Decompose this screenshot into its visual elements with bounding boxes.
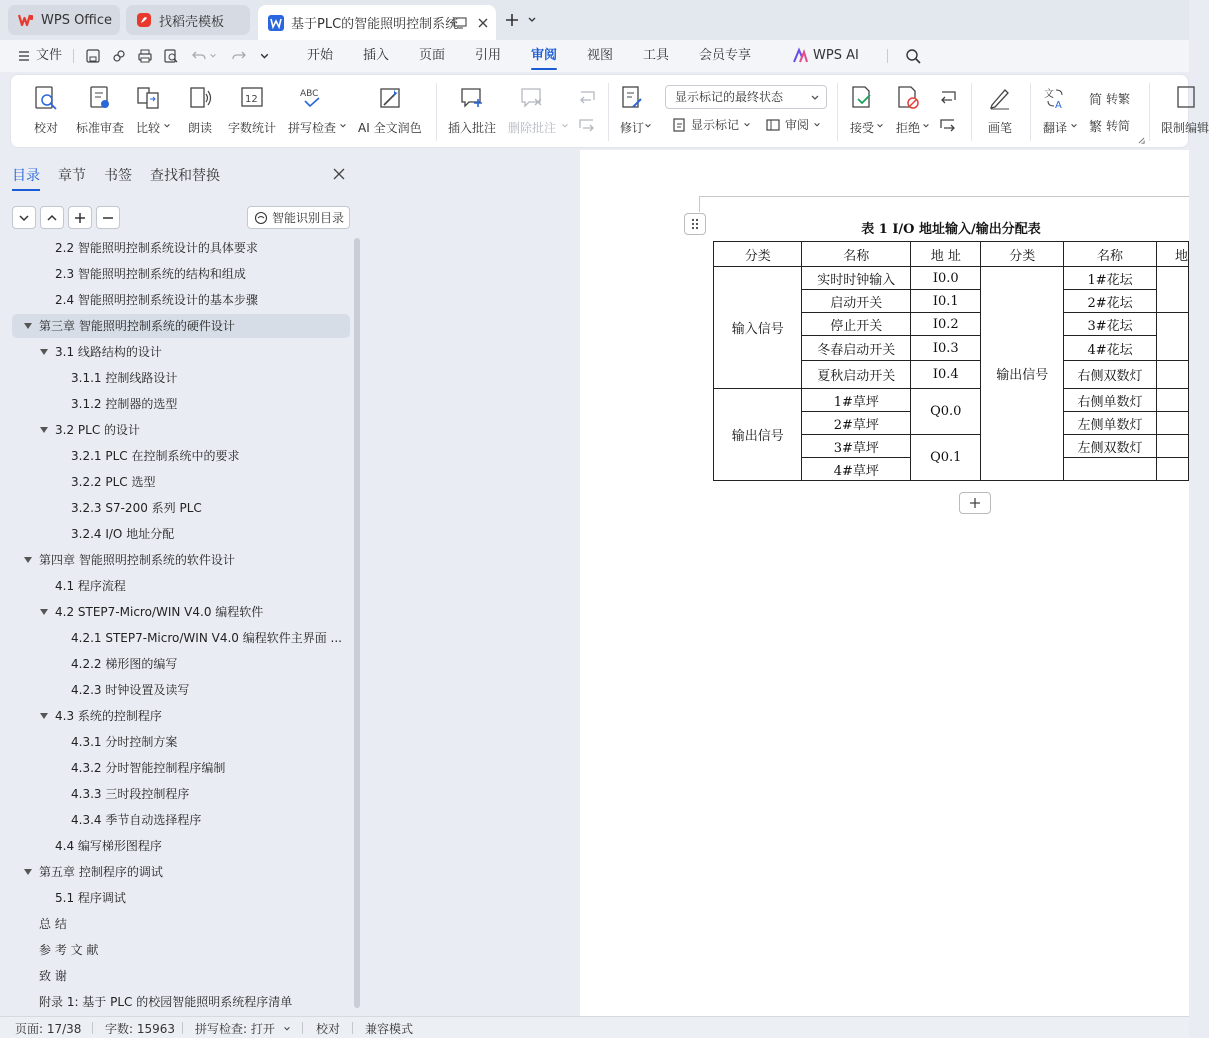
navigation-pane: [0, 150, 362, 1016]
menu-divider: [887, 49, 888, 63]
header-address: 地: [1156, 242, 1188, 267]
standard-review-icon: [87, 85, 113, 111]
menu-insert[interactable]: 插入: [363, 48, 390, 63]
expand-arrow-icon[interactable]: [40, 609, 48, 615]
svg-text:A: A: [1055, 100, 1062, 111]
status-bar: [0, 1016, 1189, 1038]
chevron-down-icon: [743, 121, 751, 129]
toc-item-label: 参 考 文 献: [39, 943, 99, 957]
table-cell: 3#草坪: [802, 435, 911, 458]
ribbon-label: 转繁: [1106, 92, 1131, 106]
toc-item-label: 2.4 智能照明控制系统设计的基本步骤: [55, 293, 258, 307]
close-pane-icon[interactable]: [333, 168, 345, 180]
traditional-icon: 简: [1089, 93, 1103, 108]
expand-group-icon[interactable]: [1138, 137, 1145, 144]
drag-handle-icon: [690, 218, 700, 230]
tab-sections[interactable]: 章节: [58, 168, 86, 184]
compare-icon: [135, 85, 161, 111]
table-cell: I0.1: [911, 290, 981, 313]
translate-button[interactable]: [1042, 81, 1068, 143]
markup-state-value: 显示标记的最终状态: [675, 90, 784, 104]
toc-item[interactable]: [12, 314, 350, 338]
read-aloud-icon: [187, 85, 213, 111]
table-move-handle[interactable]: [684, 213, 706, 235]
pen-button[interactable]: [987, 81, 1013, 143]
chevron-down-icon: [813, 121, 821, 129]
toc-item-label: 4.3.2 分时智能控制程序编制: [71, 761, 226, 775]
chevron-down-icon[interactable]: [339, 122, 347, 130]
docer-icon: [136, 12, 152, 28]
compat-mode: 兼容模式: [365, 1022, 414, 1036]
expand-arrow-icon[interactable]: [40, 349, 48, 355]
smart-toc-button[interactable]: [247, 206, 350, 229]
toc-item[interactable]: [12, 704, 350, 728]
output-signal-group: 输出信号: [714, 389, 802, 481]
tab-label: 基于PLC的智能照明控制系统: [291, 17, 459, 32]
expand-all-button[interactable]: [40, 206, 64, 229]
io-address-table: [713, 241, 1189, 481]
collapse-all-button[interactable]: [12, 206, 36, 229]
ribbon-label: AI 全文润色: [358, 121, 422, 135]
toc-item[interactable]: [12, 288, 350, 312]
chevron-down-icon: [19, 213, 29, 223]
plus-icon: [969, 497, 981, 509]
toc-item-label: 4.2.3 时钟设置及读写: [71, 683, 190, 697]
monitor-icon[interactable]: [453, 16, 467, 30]
expand-arrow-icon[interactable]: [24, 323, 32, 329]
undo-icon[interactable]: [191, 48, 207, 64]
proof-status[interactable]: 校对: [316, 1022, 341, 1036]
svg-text:ABC: ABC: [300, 89, 319, 99]
table-cell: 夏秋启动开关: [802, 361, 911, 389]
toc-item-label: 第四章 智能照明控制系统的软件设计: [39, 553, 235, 567]
toc-item[interactable]: [12, 782, 350, 806]
menu-view[interactable]: 视图: [587, 48, 614, 63]
minus-icon: [103, 213, 113, 223]
hamburger-icon[interactable]: [18, 50, 30, 62]
menu-review[interactable]: 审阅: [531, 40, 557, 72]
table-cell: 4#草坪: [802, 458, 911, 481]
table-cell: 停止开关: [802, 313, 911, 336]
table-cell: I0.2: [911, 313, 981, 336]
spell-check-button[interactable]: [288, 81, 336, 143]
expand-arrow-icon[interactable]: [24, 869, 32, 875]
review-pane-icon: [765, 117, 781, 133]
status-divider: [92, 1022, 93, 1034]
ribbon-label: 插入批注: [448, 121, 497, 135]
track-changes-button[interactable]: [619, 81, 645, 143]
table-cell: 2#花坛: [1064, 290, 1157, 313]
ribbon-label: 拒绝: [895, 121, 920, 135]
toc-scrollbar[interactable]: [354, 238, 360, 1008]
toc-item[interactable]: [12, 808, 350, 832]
ribbon-label: 比较: [135, 121, 160, 135]
toc-item-label: 3.2.1 PLC 在控制系统中的要求: [71, 449, 240, 463]
header-address: 地 址: [911, 242, 981, 267]
menu-home[interactable]: 开始: [307, 48, 334, 63]
toc-item[interactable]: [12, 912, 350, 936]
table-cell: Q0.0: [911, 389, 981, 435]
table-cell: I0.3: [911, 336, 981, 361]
toc-list: [0, 238, 350, 1016]
toc-item-label: 3.1.1 控制线路设计: [71, 371, 178, 385]
header-category: 分类: [714, 242, 802, 267]
ribbon-separator: [1030, 83, 1031, 141]
table-cell: 冬春启动开关: [802, 336, 911, 361]
accept-button[interactable]: [849, 81, 875, 143]
tab-wps-office[interactable]: [8, 5, 120, 35]
table-cell: 实时时钟输入: [802, 267, 911, 290]
toc-item-label: 3.2.2 PLC 选型: [71, 475, 156, 489]
toc-item-label: 4.2.1 STEP7-Micro/WIN V4.0 编程软件主界面 ...: [71, 631, 342, 645]
chevron-down-icon[interactable]: [163, 122, 171, 130]
toc-item[interactable]: [12, 574, 350, 598]
toc-item[interactable]: [12, 678, 350, 702]
toc-item[interactable]: [12, 600, 350, 624]
page-margin-guide: [699, 196, 700, 212]
menu-wps-ai[interactable]: WPS AI: [813, 48, 859, 63]
review-pane-button[interactable]: [765, 116, 821, 133]
toc-item-label: 4.3.4 季节自动选择程序: [71, 813, 202, 827]
svg-text:文: 文: [1044, 89, 1054, 100]
menu-tools[interactable]: 工具: [643, 48, 670, 63]
menu-divider: [73, 49, 74, 63]
show-markup-icon: [671, 117, 687, 133]
tab-label: WPS Office: [41, 12, 113, 28]
previous-comment-icon[interactable]: [577, 88, 597, 106]
word-doc-icon: [268, 15, 284, 31]
ribbon-separator: [971, 83, 972, 141]
toc-item[interactable]: [12, 886, 350, 910]
ribbon-label: 显示标记: [691, 118, 740, 132]
previous-change-icon[interactable]: [938, 88, 958, 106]
reject-icon: [895, 85, 921, 111]
toc-item-label: 5.1 程序调试: [55, 891, 126, 905]
title-tab-bar: [0, 0, 1189, 40]
ribbon-label: 删除批注: [508, 121, 557, 135]
table-cell: 启动开关: [802, 290, 911, 313]
ribbon-label: 翻译: [1042, 121, 1067, 135]
reject-button[interactable]: [895, 81, 921, 143]
toc-item-label: 4.1 程序流程: [55, 579, 126, 593]
chevron-down-icon[interactable]: [561, 122, 569, 130]
chevron-down-icon: [283, 1025, 291, 1033]
toc-item-label: 4.4 编写梯形图程序: [55, 839, 162, 853]
close-icon[interactable]: [477, 17, 489, 29]
ribbon-separator: [837, 83, 838, 141]
share-link-icon[interactable]: [111, 48, 127, 64]
toc-item[interactable]: [12, 236, 350, 260]
tab-docer-templates[interactable]: [126, 5, 250, 35]
ribbon-label: 标准审查: [76, 121, 125, 135]
toc-item[interactable]: [12, 860, 350, 884]
input-signal-group: 输入信号: [714, 267, 802, 389]
toc-item[interactable]: [12, 938, 350, 962]
table-cell: 3#花坛: [1064, 313, 1157, 336]
status-divider: [182, 1022, 183, 1034]
table-caption: 表 1 I/O 地址输入/输出分配表: [861, 222, 1041, 237]
toc-item[interactable]: [12, 964, 350, 988]
toc-item-label: 3.2 PLC 的设计: [55, 423, 141, 437]
toc-item[interactable]: [12, 444, 350, 468]
toc-item[interactable]: [12, 756, 350, 780]
smart-toc-label: 智能识别目录: [272, 211, 345, 225]
spell-check-status[interactable]: [195, 1020, 291, 1037]
menu-membership[interactable]: 会员专享: [699, 48, 752, 63]
toc-item-label: 3.1 线路结构的设计: [55, 345, 162, 359]
toc-item-label: 4.3.3 三时段控制程序: [71, 787, 190, 801]
toc-item-label: 致 谢: [39, 969, 67, 983]
tab-bookmarks[interactable]: 书签: [104, 168, 132, 184]
table-cell: I0.4: [911, 361, 981, 389]
toc-item[interactable]: [12, 418, 350, 442]
spell-check-label: 拼写检查: 打开: [195, 1022, 275, 1036]
insert-comment-icon: [459, 85, 485, 111]
chevron-down-icon[interactable]: [876, 122, 884, 130]
page-indicator[interactable]: 页面: 17/38: [15, 1022, 82, 1036]
toc-item-label: 4.3 系统的控制程序: [55, 709, 162, 723]
proofread-icon: [33, 85, 59, 111]
svg-text:12: 12: [245, 94, 258, 105]
menu-page[interactable]: 页面: [419, 48, 446, 63]
redo-icon[interactable]: [231, 48, 247, 64]
toc-item[interactable]: [12, 990, 350, 1014]
ribbon-label: 画笔: [987, 121, 1012, 135]
table-cell: [1156, 412, 1188, 435]
toc-item[interactable]: [12, 548, 350, 572]
proofread-button[interactable]: [33, 81, 59, 143]
toc-item[interactable]: [12, 496, 350, 520]
ribbon-label: 校对: [33, 121, 58, 135]
ribbon-label: 字数统计: [228, 121, 277, 135]
tab-label: 找稻壳模板: [159, 14, 225, 30]
wps-ai-icon: [792, 48, 808, 64]
menu-file[interactable]: 文件: [36, 48, 63, 63]
chevron-down-icon[interactable]: [644, 122, 652, 130]
wps-logo-icon: [18, 12, 34, 28]
print-icon[interactable]: [137, 48, 153, 64]
toc-item-label: 第五章 控制程序的调试: [39, 865, 163, 879]
toc-item-label: 附录 1: 基于 PLC 的校园智能照明系统程序清单: [39, 995, 293, 1009]
to-traditional-button[interactable]: [1089, 89, 1130, 108]
magic-wand-icon: [377, 85, 403, 111]
ribbon-separator: [436, 83, 437, 141]
pen-icon: [987, 85, 1013, 111]
toc-item-label: 3.2.4 I/O 地址分配: [71, 527, 175, 541]
chevron-down-icon: [810, 93, 820, 103]
toc-item[interactable]: [12, 652, 350, 676]
header-name: 名称: [802, 242, 911, 267]
table-cell: 4#花坛: [1064, 336, 1157, 361]
table-cell: [1156, 389, 1188, 412]
tab-find-replace[interactable]: 查找和替换: [150, 168, 220, 184]
more-chevron-icon[interactable]: [259, 51, 270, 62]
toc-item-label: 2.3 智能照明控制系统的结构和组成: [55, 267, 246, 281]
ribbon-label: 接受: [849, 121, 874, 135]
standard-review-button[interactable]: [76, 81, 124, 143]
chevron-down-icon[interactable]: [922, 122, 930, 130]
toc-item[interactable]: [12, 626, 350, 650]
toc-item[interactable]: [12, 470, 350, 494]
word-count-button[interactable]: [228, 81, 276, 143]
ribbon-label: 转简: [1106, 119, 1131, 133]
expand-arrow-icon[interactable]: [40, 427, 48, 433]
spell-check-icon: [299, 85, 325, 111]
ribbon-separator: [1149, 83, 1150, 141]
chevron-up-icon: [47, 213, 57, 223]
table-cell: [1064, 458, 1157, 481]
delete-comment-button[interactable]: [508, 81, 556, 143]
plus-icon: [75, 213, 85, 223]
table-cell: [1156, 458, 1188, 481]
toc-item[interactable]: [12, 262, 350, 286]
delete-comment-icon: [519, 85, 545, 111]
table-cell: 2#草坪: [802, 412, 911, 435]
add-heading-button[interactable]: [68, 206, 92, 229]
new-tab-plus-icon[interactable]: [504, 12, 520, 28]
table-cell: 右侧双数灯: [1064, 361, 1157, 389]
print-preview-icon[interactable]: [163, 48, 179, 64]
table-cell: 1#花坛: [1064, 267, 1157, 290]
smart-toc-icon: [254, 211, 268, 225]
toc-item-label: 总 结: [39, 917, 67, 931]
toc-item-label: 第三章 智能照明控制系统的硬件设计: [39, 319, 235, 333]
toc-item[interactable]: [12, 340, 350, 364]
status-divider: [352, 1022, 353, 1034]
word-count-indicator[interactable]: 字数: 15963: [105, 1022, 176, 1036]
search-icon[interactable]: [905, 48, 921, 64]
ribbon-label: 朗读: [187, 121, 212, 135]
accept-icon: [849, 85, 875, 111]
review-ribbon: [10, 74, 1209, 148]
toc-item[interactable]: [12, 730, 350, 754]
toc-item-label: 3.2.3 S7-200 系列 PLC: [71, 501, 202, 515]
tab-document[interactable]: [258, 5, 496, 40]
table-cell: 1#草坪: [802, 389, 911, 412]
expand-arrow-icon[interactable]: [40, 713, 48, 719]
toc-item[interactable]: [12, 522, 350, 546]
insert-comment-button[interactable]: [448, 81, 496, 143]
tab-toc[interactable]: 目录: [12, 165, 40, 185]
show-markup-button[interactable]: [671, 116, 751, 133]
header-category: 分类: [981, 242, 1064, 267]
save-icon[interactable]: [85, 48, 101, 64]
chevron-down-icon[interactable]: [527, 15, 537, 25]
restrict-editing-icon: [1175, 85, 1201, 111]
table-cell: [1156, 267, 1188, 313]
toc-item-label: 4.3.1 分时控制方案: [71, 735, 178, 749]
next-change-icon[interactable]: [938, 116, 958, 134]
expand-arrow-icon[interactable]: [24, 557, 32, 563]
add-table-row-button[interactable]: [959, 492, 991, 514]
restrict-editing-button[interactable]: [1161, 81, 1209, 143]
table-cell: I0.0: [911, 267, 981, 290]
toc-item[interactable]: [12, 834, 350, 858]
track-changes-icon: [619, 85, 645, 111]
table-cell: 右侧单数灯: [1064, 389, 1157, 412]
simplified-icon: 繁: [1089, 120, 1103, 135]
translate-icon: [1042, 85, 1068, 111]
toc-item[interactable]: [12, 366, 350, 390]
table-cell: [1156, 435, 1188, 458]
ribbon-separator: [608, 83, 609, 141]
toc-item-label: 4.2.2 梯形图的编写: [71, 657, 178, 671]
status-divider: [302, 1022, 303, 1034]
table-cell: [1156, 313, 1188, 361]
menu-references[interactable]: 引用: [475, 48, 502, 63]
table-cell: 左侧单数灯: [1064, 412, 1157, 435]
remove-heading-button[interactable]: [96, 206, 120, 229]
output-signal-group: 输出信号: [981, 267, 1064, 481]
ribbon-label: 修订: [619, 121, 644, 135]
ai-polish-button[interactable]: [358, 81, 422, 143]
page-margin-guide: [699, 196, 1189, 197]
compare-button[interactable]: [135, 81, 161, 143]
table-cell: 左侧双数灯: [1064, 435, 1157, 458]
header-name: 名称: [1064, 242, 1157, 267]
read-aloud-button[interactable]: [187, 81, 213, 143]
table-cell: Q0.1: [911, 435, 981, 481]
toc-item[interactable]: [12, 392, 350, 416]
ribbon-label: 审阅: [785, 118, 810, 132]
chevron-down-icon[interactable]: [1070, 122, 1078, 130]
to-simplified-button[interactable]: [1089, 116, 1130, 135]
toc-item-label: 2.2 智能照明控制系统设计的具体要求: [55, 241, 258, 255]
table-cell: [1156, 361, 1188, 389]
chevron-down-icon[interactable]: [209, 52, 217, 60]
toc-item-label: 4.2 STEP7-Micro/WIN V4.0 编程软件: [55, 605, 264, 619]
menu-bar: [0, 40, 1189, 72]
markup-state-dropdown[interactable]: [665, 85, 827, 109]
ribbon-label: 限制编辑: [1161, 121, 1209, 135]
word-count-icon: [239, 85, 265, 111]
toc-item-label: 3.1.2 控制器的选型: [71, 397, 178, 411]
ribbon-label: 拼写检查: [288, 121, 337, 135]
next-comment-icon[interactable]: [577, 116, 597, 134]
